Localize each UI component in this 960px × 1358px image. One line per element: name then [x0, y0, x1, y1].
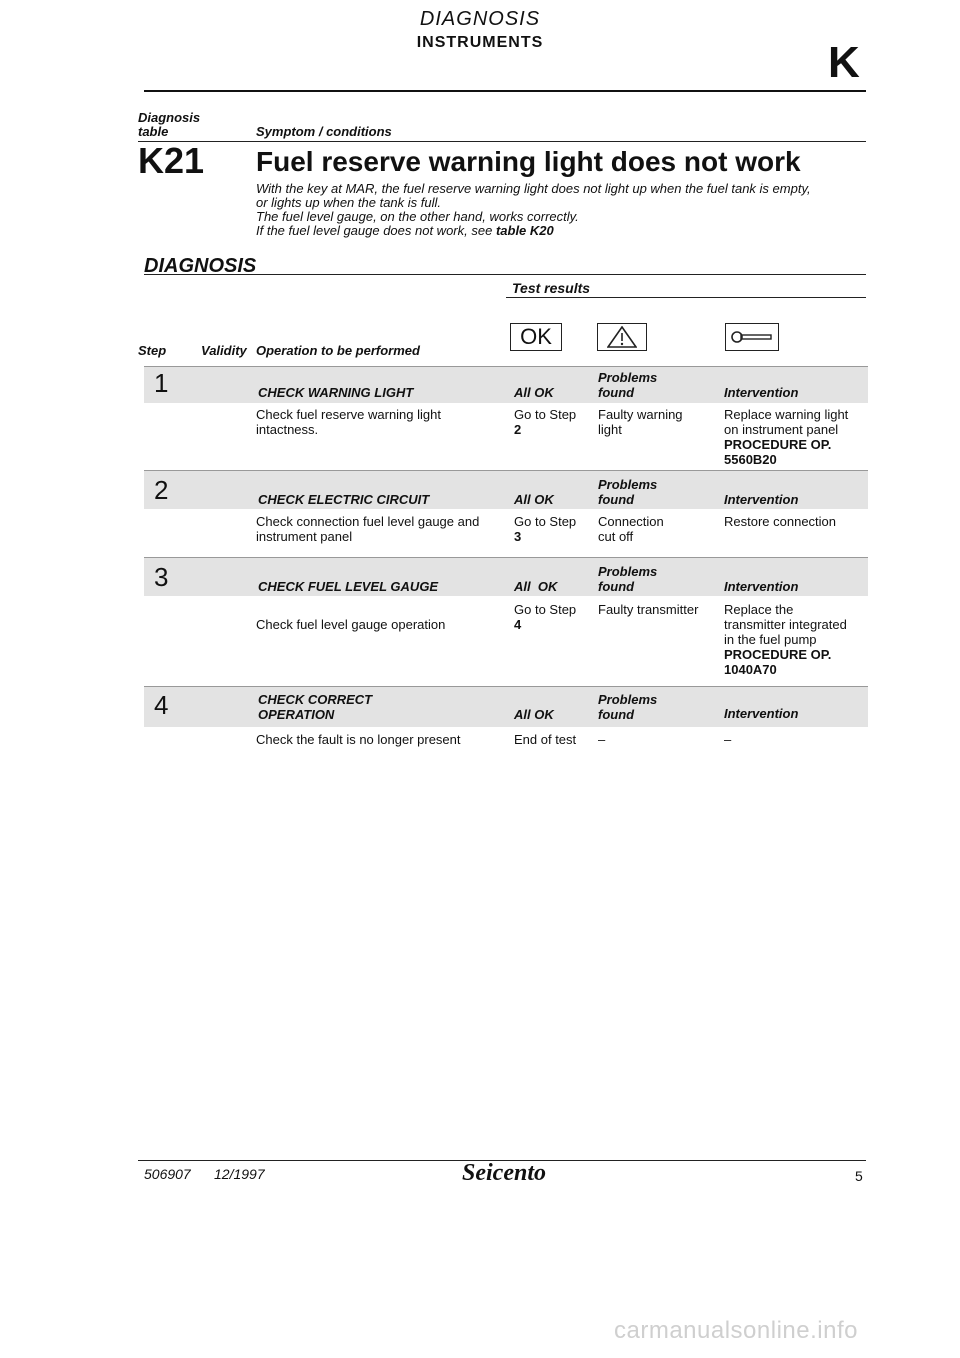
- problems-line1: Problems: [598, 692, 658, 707]
- symptom-description: [256, 182, 876, 238]
- all-ok-label: All OK: [514, 385, 554, 400]
- procedure-code: 5560B20: [724, 452, 777, 467]
- check-title: CHECK ELECTRIC CIRCUIT: [258, 492, 430, 507]
- all-ok-label: All OK: [514, 492, 554, 507]
- description-line3: The fuel level gauge, on the other hand, works correctly.: [256, 209, 579, 224]
- intervention-text: Restore connection: [724, 514, 837, 529]
- step-number: 3: [154, 562, 169, 592]
- table-label-line1: Diagnosis: [138, 110, 201, 125]
- symptom-title: Fuel reserve warning light does not work: [256, 146, 801, 177]
- spanner-icon: [725, 323, 779, 351]
- problems-line2: found: [598, 385, 635, 400]
- problem-line2: cut off: [598, 529, 634, 544]
- ok-result: End of test: [514, 732, 577, 747]
- ok-icon-text: OK: [520, 324, 552, 349]
- symptom-rule: [138, 141, 866, 142]
- header-rule: [144, 90, 866, 92]
- diagnosis-table-label: [138, 111, 200, 139]
- brand-logo: Seicento: [462, 1160, 546, 1186]
- problems-line2: found: [598, 707, 635, 722]
- operation-line2: intactness.: [256, 422, 319, 437]
- problems-found-label: [598, 370, 657, 400]
- intervention-text: –: [724, 732, 732, 747]
- ok-step-ref: 3: [514, 529, 522, 544]
- description-line1: With the key at MAR, the fuel reserve warning light does not light up when the fuel tank is empty,: [256, 181, 811, 196]
- ok-step-ref: 4: [514, 617, 522, 632]
- intervention-label: Intervention: [724, 579, 799, 594]
- intervention-line3: in the fuel pump: [724, 632, 817, 647]
- doc-date: 12/1997: [214, 1166, 265, 1182]
- watermark: carmanualsonline.info: [614, 1317, 858, 1344]
- intervention-text: [724, 602, 847, 677]
- procedure-label: PROCEDURE OP.: [724, 647, 832, 662]
- ok-result: [514, 407, 576, 437]
- problem-result: [598, 407, 683, 437]
- description-line4: [256, 224, 876, 238]
- table-reference: table K20: [495, 223, 554, 238]
- operation-text: Check the fault is no longer present: [256, 732, 461, 747]
- check-title: CHECK FUEL LEVEL GAUGE: [258, 579, 439, 594]
- operation-line2: instrument panel: [256, 529, 353, 544]
- all-ok-label: All OK: [514, 579, 558, 594]
- problem-result: –: [598, 732, 606, 747]
- problem-result: Faulty transmitter: [598, 602, 699, 617]
- section-letter: K: [828, 38, 860, 87]
- description-line2: or lights up when the tank is full.: [256, 195, 441, 210]
- problem-result: [598, 514, 664, 544]
- operation-text: [256, 514, 479, 544]
- intervention-text: [724, 407, 848, 467]
- diagnosis-heading: DIAGNOSIS: [144, 255, 257, 277]
- ok-line1: Go to Step: [514, 407, 577, 422]
- ok-result: [514, 602, 576, 632]
- check-title-line1: CHECK CORRECT: [258, 692, 373, 707]
- ok-line1: Go to Step: [514, 514, 577, 529]
- problem-line1: Connection: [598, 514, 664, 529]
- operation-line1: Check fuel reserve warning light: [256, 407, 441, 422]
- diagnosis-rule: [144, 274, 866, 275]
- intervention-line2: on instrument panel: [724, 422, 839, 437]
- check-title: CHECK WARNING LIGHT: [258, 385, 414, 400]
- check-title-line2: OPERATION: [258, 707, 335, 722]
- problems-line1: Problems: [598, 477, 658, 492]
- procedure-code: 1040A70: [724, 662, 777, 677]
- problem-line2: light: [598, 422, 622, 437]
- subsection-title: INSTRUMENTS: [416, 34, 544, 51]
- column-validity: Validity: [201, 343, 247, 358]
- procedure-label: PROCEDURE OP.: [724, 437, 832, 452]
- doc-number: 506907: [144, 1166, 191, 1182]
- intervention-label: Intervention: [724, 492, 799, 507]
- step-number: 4: [154, 690, 169, 720]
- operation-text: [256, 407, 441, 437]
- problems-found-label: [598, 692, 657, 722]
- intervention-label: Intervention: [724, 385, 799, 400]
- column-step: Step: [138, 343, 167, 358]
- operation-line1: Check connection fuel level gauge and: [256, 514, 480, 529]
- section-title: DIAGNOSIS: [419, 8, 541, 30]
- problems-line2: found: [598, 579, 635, 594]
- ok-line1: Go to Step: [514, 602, 577, 617]
- column-operation: Operation to be performed: [256, 343, 420, 358]
- step-number: 2: [154, 475, 169, 505]
- description-line4-text: If the fuel level gauge does not work, see: [256, 223, 496, 238]
- test-results-label: Test results: [512, 280, 591, 296]
- intervention-line1: Replace warning light: [724, 407, 849, 422]
- ok-step-ref: 2: [514, 422, 522, 437]
- intervention-line1: Replace the: [724, 602, 794, 617]
- intervention-line2: transmitter integrated: [724, 617, 847, 632]
- intervention-label: Intervention: [724, 706, 799, 721]
- diagnosis-code: K21: [138, 140, 205, 181]
- table-label-line2: table: [138, 124, 169, 139]
- symptom-label: Symptom / conditions: [256, 124, 392, 139]
- step-number: 1: [154, 368, 169, 398]
- warning-triangle-icon: [597, 323, 647, 351]
- problem-line1: Faulty warning: [598, 407, 683, 422]
- operation-text: Check fuel level gauge operation: [256, 617, 446, 632]
- page-number: 5: [855, 1168, 863, 1184]
- ok-icon: [510, 323, 562, 351]
- problems-line1: Problems: [598, 370, 658, 385]
- problems-found-label: [598, 477, 657, 507]
- problems-line1: Problems: [598, 564, 658, 579]
- problems-found-label: [598, 564, 657, 594]
- test-results-rule: [506, 297, 866, 298]
- problems-line2: found: [598, 492, 635, 507]
- check-title: [258, 692, 372, 722]
- ok-result: [514, 514, 576, 544]
- all-ok-label: All OK: [514, 707, 554, 722]
